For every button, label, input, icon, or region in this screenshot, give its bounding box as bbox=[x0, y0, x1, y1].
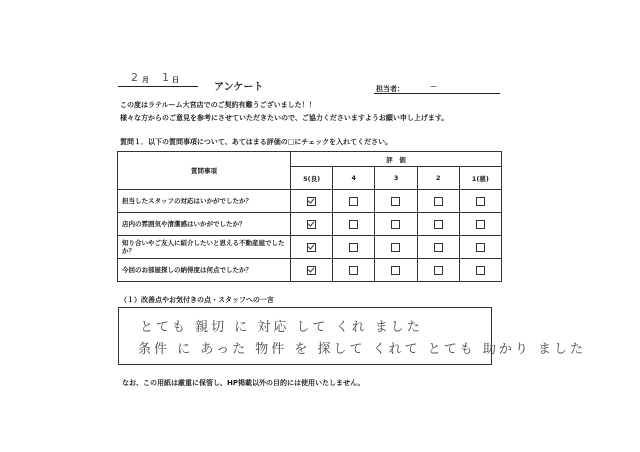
scale-1: 1(悪) bbox=[459, 167, 501, 190]
month-value: 2 bbox=[131, 71, 138, 84]
scale-5: 5(良) bbox=[291, 167, 333, 190]
row-label: 今回のお部屋探しの納得度は何点でしたか？ bbox=[118, 259, 291, 282]
checkbox-row3-3[interactable] bbox=[391, 243, 400, 252]
staff-value: － bbox=[430, 83, 437, 91]
table-row bbox=[118, 190, 502, 213]
checkbox-row1-3[interactable] bbox=[391, 197, 400, 206]
checkbox-row3-4[interactable] bbox=[349, 243, 358, 252]
column-header-eval: 評 価 bbox=[291, 152, 502, 167]
row-label: 担当したスタッフの対応はいかがでしたか？ bbox=[118, 190, 291, 213]
intro-line-1: この度はラテルーム大宮店でのご契約有難うございました！！ bbox=[120, 101, 316, 109]
checkbox-row4-3[interactable] bbox=[391, 266, 400, 275]
checkbox-row2-5[interactable] bbox=[307, 220, 316, 229]
checkbox-row3-2[interactable] bbox=[434, 243, 443, 252]
scale-4: 4 bbox=[333, 167, 375, 190]
row-label: 店内の雰囲気や清潔感はいかがでしたか？ bbox=[118, 213, 291, 236]
checkbox-row1-2[interactable] bbox=[434, 197, 443, 206]
table-row bbox=[118, 213, 502, 236]
checkbox-row1-5[interactable] bbox=[307, 197, 316, 206]
checkbox-row4-1[interactable] bbox=[476, 266, 485, 275]
checkbox-row1-1[interactable] bbox=[476, 197, 485, 206]
checkbox-row3-5[interactable] bbox=[307, 243, 316, 252]
question-1-text: 質問１．以下の質問事項について、あてはまる評価の□にチェックを入れてください。 bbox=[120, 138, 393, 146]
day-unit: 日 bbox=[172, 76, 179, 84]
row-label: 知り合いやご友人に紹介したいと思える不動産屋でしたか？ bbox=[118, 236, 291, 259]
staff-label: 担当者： bbox=[376, 85, 404, 93]
checkbox-row1-4[interactable] bbox=[349, 197, 358, 206]
day-value: 1 bbox=[162, 71, 169, 84]
checkbox-row4-2[interactable] bbox=[434, 266, 443, 275]
comment-line-1: とても 親切 に 対応 して くれ ました bbox=[140, 320, 423, 335]
scale-2: 2 bbox=[417, 167, 459, 190]
comment-line-2: 条件 に あった 物件 を 探して くれて とても 助かり ました bbox=[138, 342, 587, 357]
checkbox-row2-1[interactable] bbox=[476, 220, 485, 229]
scale-3: 3 bbox=[375, 167, 417, 190]
form-title: アンケート bbox=[214, 82, 264, 93]
checkbox-row2-2[interactable] bbox=[434, 220, 443, 229]
checkbox-row3-1[interactable] bbox=[476, 243, 485, 252]
evaluation-table bbox=[117, 151, 502, 282]
table-row bbox=[118, 259, 502, 282]
checkbox-row4-4[interactable] bbox=[349, 266, 358, 275]
date-field bbox=[118, 72, 198, 87]
footer-note: なお、この用紙は厳重に保管し、HP掲載以外の目的には使用いたしません。 bbox=[122, 379, 365, 387]
checkbox-row2-3[interactable] bbox=[391, 220, 400, 229]
table-row bbox=[118, 236, 502, 259]
checkbox-row4-5[interactable] bbox=[307, 266, 316, 275]
column-header-item: 質問事項 bbox=[118, 152, 291, 190]
intro-line-2: 様々な方からのご意見を参考にさせていただきたいので、ご協力くださいますようお願い申し上げます。 bbox=[120, 114, 449, 122]
question-2-label: （１）改善点やお気付きの点・スタッフへの一言 bbox=[120, 296, 274, 304]
month-unit: 月 bbox=[142, 76, 149, 84]
checkbox-row2-4[interactable] bbox=[349, 220, 358, 229]
